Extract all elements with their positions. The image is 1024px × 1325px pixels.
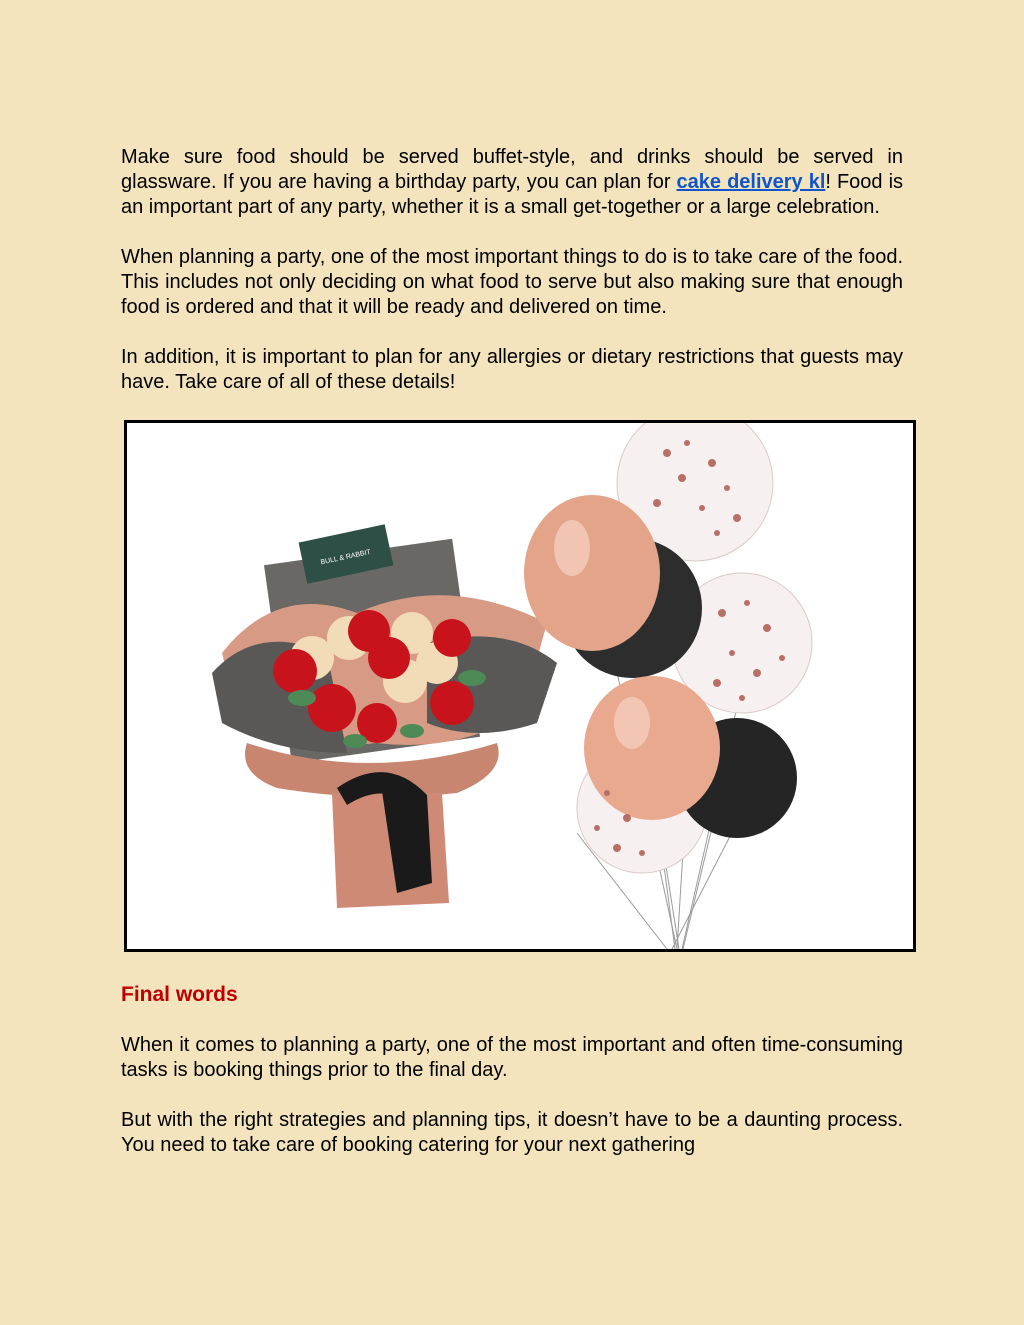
paragraph-buffet bbox=[121, 145, 903, 220]
paragraph-text: Make sure food should be served buffet-style, and drinks should be served in glassware. If you are having a birthday party, you can plan for bbox=[121, 146, 903, 193]
bouquet-balloons-photo bbox=[124, 420, 916, 952]
paragraph-food-planning: When planning a party, one of the most important things to do is to take care of the food. This includes not only deciding on what food to serve but also making sure that enough food is ordered and that it will be ready and delivered on time. bbox=[121, 246, 903, 318]
bouquet-tag-label: BULL & RABBIT bbox=[320, 548, 372, 567]
paragraph-strategies: But with the right strategies and planning tips, it doesn’t have to be a daunting process. You need to take care of booking catering for your next gathering bbox=[121, 1109, 903, 1156]
cake-delivery-link[interactable]: cake delivery kl bbox=[676, 171, 826, 193]
document-page bbox=[121, 145, 903, 1183]
paragraph-text: ! Food is an important part of any party, whether it is a small get-together or a large celebration. bbox=[121, 171, 904, 218]
paragraph-booking: When it comes to planning a party, one of the most important and often time-consuming tasks is booking things prior to the final day. bbox=[121, 1034, 903, 1081]
paragraph-allergies: In addition, it is important to plan for any allergies or dietary restrictions that guests may have. Take care of all of these details! bbox=[121, 346, 903, 393]
final-words-heading: Final words bbox=[121, 983, 238, 1006]
